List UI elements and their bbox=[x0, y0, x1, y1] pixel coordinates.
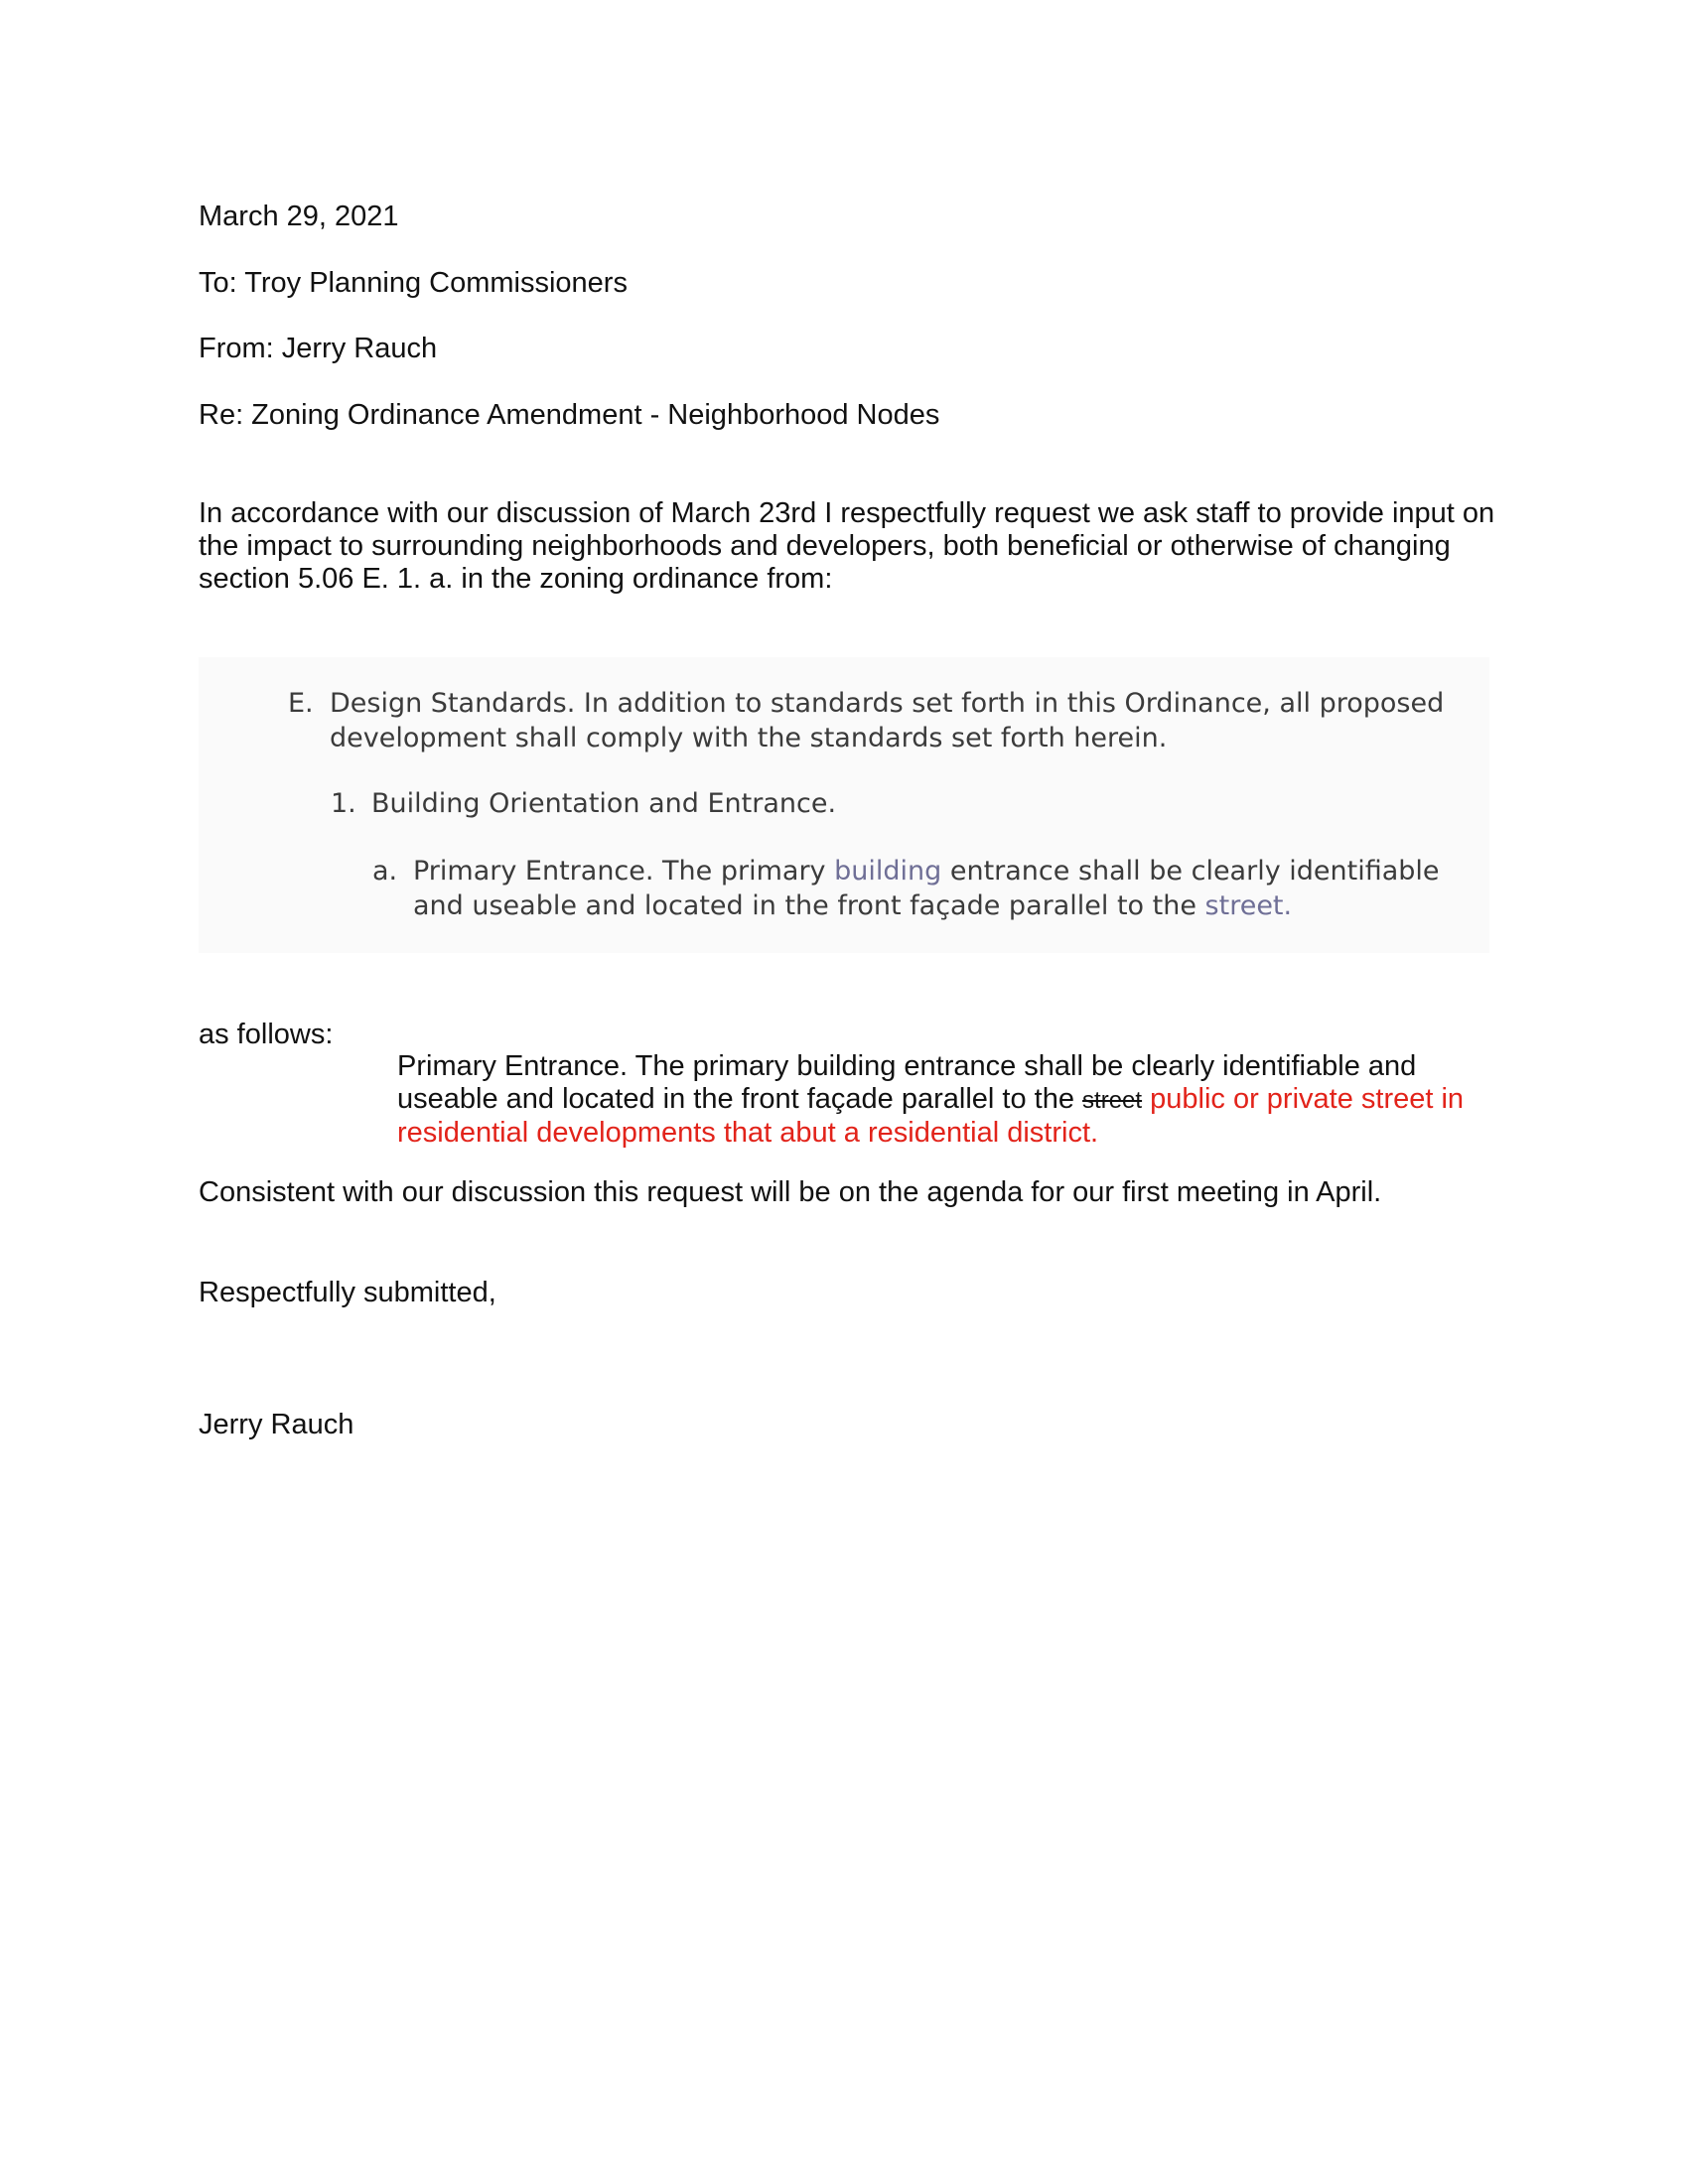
letter-to: To: Troy Planning Commissioners bbox=[199, 267, 628, 299]
ordinance-excerpt-image bbox=[199, 657, 1489, 953]
added-text: public or private street in residential developments that abut a residential district. bbox=[397, 1083, 1465, 1149]
struck-word: street bbox=[1082, 1087, 1143, 1114]
excerpt-text-part-1: Primary Entrance. The primary bbox=[413, 856, 835, 887]
letter-date: March 29, 2021 bbox=[199, 201, 399, 232]
excerpt-word-building: building bbox=[834, 856, 942, 887]
excerpt-label-1: 1. bbox=[331, 788, 356, 819]
amended-base-text: Primary Entrance. The primary building entrance shall be clearly identifiable and useable and located in the front façade parallel to the bbox=[397, 1050, 1417, 1115]
excerpt-word-street: street. bbox=[1204, 890, 1293, 921]
as-follows-label: as follows: bbox=[199, 1019, 334, 1050]
excerpt-primary-entrance bbox=[413, 854, 1456, 923]
letter-subject: Re: Zoning Ordinance Amendment - Neighborhood Nodes bbox=[199, 399, 940, 431]
excerpt-label-a: a. bbox=[372, 856, 398, 887]
letter-from: From: Jerry Rauch bbox=[199, 333, 438, 364]
excerpt-label-e: E. bbox=[288, 688, 314, 719]
intro-paragraph: In accordance with our discussion of March 23rd I respectfully request we ask staff to provide input on the impact to surrounding neighborhoods and developers, both beneficial or otherwise of changing section 5.06 E. 1. a. in the zoning ordinance from: bbox=[199, 497, 1495, 595]
closing-line: Respectfully submitted, bbox=[199, 1277, 496, 1308]
excerpt-design-standards: Design Standards. In addition to standards set forth in this Ordinance, all proposed development shall comply with the standards set forth herein. bbox=[330, 688, 1445, 753]
amended-text bbox=[397, 1050, 1519, 1150]
excerpt-building-orientation: Building Orientation and Entrance. bbox=[371, 788, 837, 819]
excerpt-text-part-2: entrance shall be clearly identifiable and useable and located in the front façade parallel to the bbox=[413, 856, 1440, 921]
signature-name: Jerry Rauch bbox=[199, 1409, 354, 1440]
consistent-paragraph: Consistent with our discussion this request will be on the agenda for our first meeting in April. bbox=[199, 1176, 1382, 1208]
